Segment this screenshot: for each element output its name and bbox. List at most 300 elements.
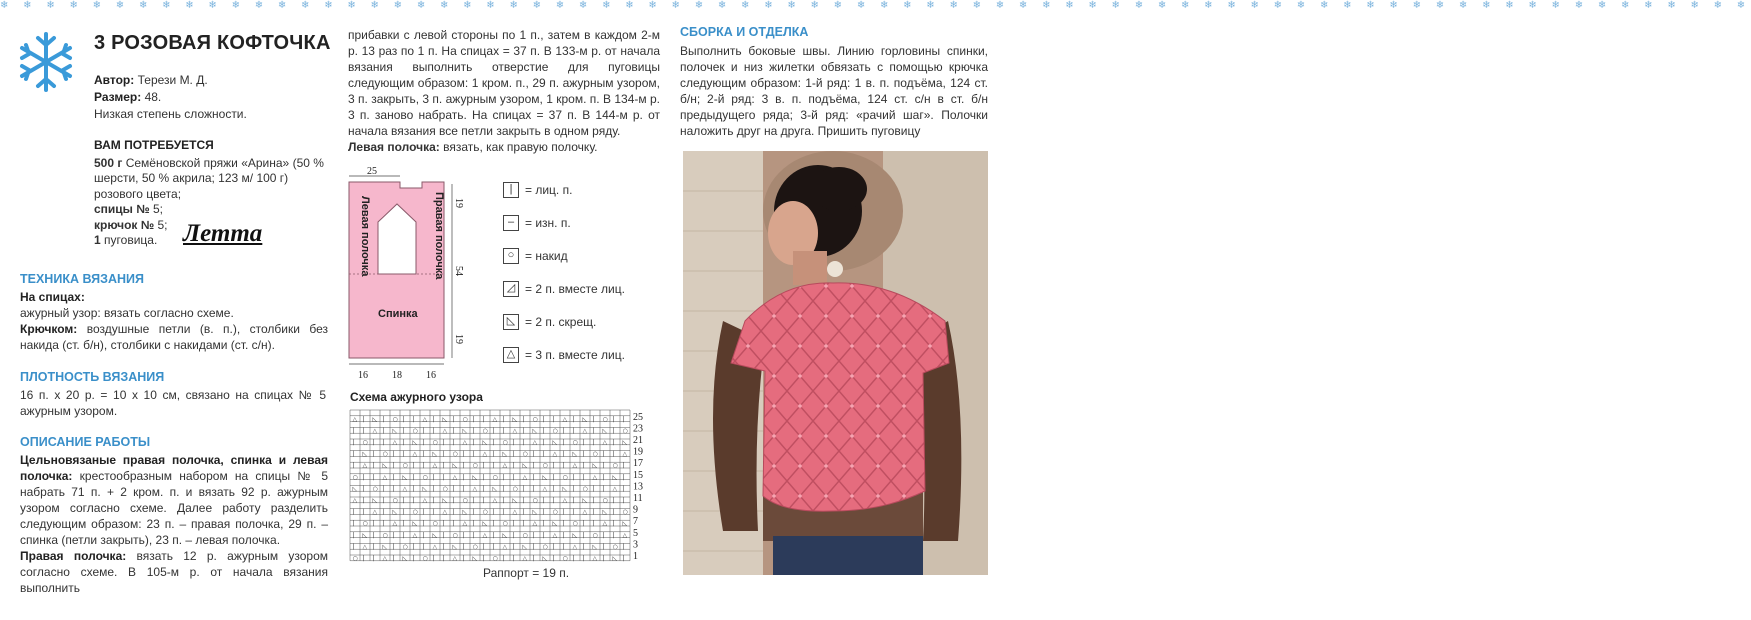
snowflake-border: ❄ ❄ ❄ ❄ ❄ ❄ ❄ ❄ ❄ ❄ ❄ ❄ ❄ ❄ ❄ ❄ ❄ ❄ ❄ ❄ ❄ ❄ ❄ ❄ ❄ ❄ ❄ ❄ ❄ ❄ ❄ ❄ ❄ ❄ ❄ ❄ ❄ ❄ ❄ ❄ ❄ ❄ ❄ ❄ ❄ ❄ ❄ ❄ ❄ ❄ ❄ ❄ ❄ ❄ ❄ ❄ ❄ ❄ ❄ ❄ ❄ ❄ ❄ ❄ ❄ ❄ ❄ ❄ ❄ ❄ ❄ ❄ ❄ ❄ ❄ ❄ — [0, 0, 1751, 11]
svg-text:|: | — [582, 555, 585, 562]
svg-text:○: ○ — [612, 462, 618, 470]
svg-text:|: | — [372, 531, 375, 539]
svg-text:○: ○ — [552, 427, 558, 435]
density-heading: ПЛОТНОСТЬ ВЯЗАНИЯ — [20, 370, 165, 384]
svg-text:|: | — [472, 427, 475, 435]
svg-text:△: △ — [622, 531, 628, 539]
left-front-label: Левая полочка — [359, 196, 371, 277]
svg-text:○: ○ — [392, 497, 398, 504]
svg-text:|: | — [522, 485, 525, 493]
svg-text:○: ○ — [602, 497, 608, 504]
density-text: 16 п. х 20 р. = 10 х 10 см, связано на спицах № 5 ажурным узором. — [20, 388, 326, 418]
legend-label: = 2 п. вместе лиц. — [525, 282, 625, 296]
svg-text:△: △ — [552, 450, 558, 458]
svg-text:○: ○ — [582, 485, 588, 493]
stitch-legend — [503, 182, 625, 380]
svg-text:|: | — [462, 462, 465, 470]
svg-text:◺: ◺ — [362, 450, 368, 458]
svg-text:|: | — [362, 473, 365, 481]
svg-text:○: ○ — [402, 462, 408, 470]
k3tog-icon: △ — [503, 347, 519, 363]
svg-text:|: | — [542, 531, 545, 539]
svg-text:◺: ◺ — [592, 543, 598, 551]
svg-text:◺: ◺ — [462, 508, 468, 516]
svg-text:|: | — [472, 415, 475, 423]
svg-text:|: | — [542, 439, 545, 446]
svg-text:|: | — [412, 473, 415, 481]
svg-text:○: ○ — [372, 485, 378, 493]
svg-text:|: | — [492, 462, 495, 470]
svg-text:|: | — [372, 439, 375, 446]
svg-text:|: | — [572, 485, 575, 493]
row-number: 7 — [633, 516, 638, 528]
legend-label: = накид — [525, 249, 568, 263]
svg-text:△: △ — [372, 427, 378, 435]
svg-text:|: | — [382, 427, 385, 435]
svg-text:|: | — [382, 439, 385, 446]
svg-text:◺: ◺ — [552, 439, 558, 446]
svg-text:|: | — [442, 555, 445, 562]
svg-text:◺: ◺ — [502, 450, 508, 458]
dim-top: 25 — [367, 166, 377, 177]
svg-text:|: | — [432, 415, 435, 423]
svg-text:△: △ — [532, 439, 538, 446]
svg-text:|: | — [372, 555, 375, 562]
svg-text:|: | — [532, 555, 535, 562]
svg-text:|: | — [402, 508, 405, 516]
svg-text:○: ○ — [382, 531, 388, 539]
legend-item — [503, 182, 625, 215]
svg-text:|: | — [532, 450, 535, 458]
svg-text:|: | — [512, 543, 515, 551]
row-number: 21 — [633, 435, 643, 446]
svg-text:△: △ — [422, 415, 428, 423]
svg-text:△: △ — [412, 531, 418, 539]
svg-text:|: | — [392, 555, 395, 562]
svg-text:|: | — [412, 462, 415, 470]
svg-text:|: | — [352, 531, 355, 539]
svg-text:|: | — [402, 450, 405, 458]
svg-text:○: ○ — [612, 543, 618, 551]
model-photo — [683, 151, 988, 575]
assembly-heading: СБОРКА И ОТДЕЛКА — [680, 25, 809, 39]
svg-text:|: | — [482, 497, 485, 504]
svg-text:|: | — [582, 520, 585, 528]
svg-text:|: | — [482, 462, 485, 470]
svg-text:△: △ — [442, 508, 448, 516]
technique-text: На спицах: ажурный узор: вязать согласно схеме. Крючком: воздушные петли (в. п.), столбики без накида (ст. б/н), столбики с накидами (ст. с/н). — [20, 290, 328, 352]
svg-text:◺: ◺ — [382, 462, 388, 470]
row-number: 11 — [633, 493, 643, 504]
svg-text:△: △ — [402, 485, 408, 493]
svg-text:|: | — [562, 439, 565, 446]
svg-text:|: | — [452, 497, 455, 504]
svg-text:△: △ — [602, 439, 608, 446]
svg-text:|: | — [622, 473, 625, 481]
svg-text:◺: ◺ — [372, 497, 378, 504]
rapport-label: Раппорт = 19 п. — [483, 566, 570, 580]
svg-text:|: | — [472, 531, 475, 539]
svg-text:|: | — [492, 520, 495, 528]
svg-text:|: | — [502, 485, 505, 493]
svg-text:|: | — [452, 520, 455, 528]
svg-text:|: | — [602, 462, 605, 470]
svg-text:|: | — [582, 543, 585, 551]
svg-text:△: △ — [592, 555, 598, 562]
svg-text:○: ○ — [362, 520, 368, 528]
svg-text:|: | — [442, 450, 445, 458]
page-title: 3 РОЗОВАЯ КОФТОЧКА — [94, 32, 331, 54]
svg-text:|: | — [502, 427, 505, 435]
dim-bottom-2: 18 — [392, 370, 402, 381]
svg-text:△: △ — [582, 508, 588, 516]
svg-text:△: △ — [492, 497, 498, 504]
svg-text:|: | — [442, 531, 445, 539]
svg-text:|: | — [602, 531, 605, 539]
svg-text:|: | — [442, 462, 445, 470]
svg-text:◺: ◺ — [482, 439, 488, 446]
svg-text:△: △ — [592, 473, 598, 481]
purl-stitch-icon: – — [503, 215, 519, 231]
svg-text:|: | — [532, 485, 535, 493]
svg-text:△: △ — [582, 427, 588, 435]
svg-text:◺: ◺ — [432, 531, 438, 539]
description-heading: ОПИСАНИЕ РАБОТЫ — [20, 435, 151, 449]
svg-text:|: | — [352, 543, 355, 551]
svg-text:○: ○ — [472, 543, 478, 551]
svg-text:|: | — [482, 555, 485, 562]
svg-text:◺: ◺ — [602, 427, 608, 435]
svg-text:|: | — [612, 450, 615, 458]
watermark-letta: Летта — [183, 220, 263, 247]
svg-text:△: △ — [562, 415, 568, 423]
svg-text:|: | — [512, 450, 515, 458]
svg-text:|: | — [592, 427, 595, 435]
svg-text:|: | — [552, 497, 555, 504]
svg-text:|: | — [412, 485, 415, 493]
svg-text:|: | — [522, 439, 525, 446]
svg-text:○: ○ — [382, 450, 388, 458]
svg-text:○: ○ — [452, 450, 458, 458]
row-number: 19 — [633, 446, 643, 458]
svg-text:◺: ◺ — [612, 555, 618, 562]
svg-text:|: | — [412, 415, 415, 423]
svg-text:|: | — [562, 450, 565, 458]
svg-text:|: | — [362, 508, 365, 516]
svg-text:◺: ◺ — [472, 473, 478, 481]
svg-text:◺: ◺ — [542, 555, 548, 562]
yarn-over-icon: ○ — [503, 248, 519, 264]
technique-heading: ТЕХНИКА ВЯЗАНИЯ — [20, 272, 145, 286]
svg-text:◺: ◺ — [442, 415, 448, 423]
row-number: 3 — [633, 539, 638, 551]
back-label: Спинка — [378, 308, 418, 320]
svg-text:|: | — [482, 473, 485, 481]
svg-text:△: △ — [432, 462, 438, 470]
legend-item — [503, 215, 625, 248]
svg-text:△: △ — [522, 555, 528, 562]
svg-text:|: | — [422, 531, 425, 539]
svg-text:○: ○ — [462, 497, 468, 504]
svg-text:○: ○ — [412, 427, 418, 435]
svg-text:|: | — [602, 543, 605, 551]
svg-text:△: △ — [482, 531, 488, 539]
svg-text:|: | — [412, 543, 415, 551]
legend-label: = 3 п. вместе лиц. — [525, 348, 625, 362]
legend-label: = лиц. п. — [525, 183, 573, 197]
svg-text:|: | — [352, 439, 355, 446]
legend-label: = изн. п. — [525, 216, 571, 230]
svg-text:△: △ — [352, 415, 358, 423]
svg-text:△: △ — [502, 543, 508, 551]
svg-text:○: ○ — [432, 439, 438, 446]
svg-text:|: | — [552, 473, 555, 481]
legend-label: = 2 п. скрещ. — [525, 315, 597, 329]
svg-text:△: △ — [552, 531, 558, 539]
chart-title: Схема ажурного узора — [350, 390, 483, 404]
assembly-text: Выполнить боковые швы. Линию горловины спинки, полочек и низ жилетки обвязать с помощью крючка следующим образом: 1-й ряд: 1 в. п. подъёма, 124 ст. б/н; 2-й ряд: 3 в. п. подъёма, 124 ст. с/н в ст. б/н предыдущего ряда; 3-й ряд: «рачий шаг». Полочки наложить друг на друга. Пришить пуговицу — [680, 44, 988, 138]
svg-text:◺: ◺ — [622, 520, 628, 528]
svg-text:|: | — [592, 520, 595, 528]
dim-right-3: 19 — [453, 334, 464, 344]
svg-text:○: ○ — [532, 415, 538, 423]
svg-text:|: | — [582, 450, 585, 458]
svg-text:|: | — [402, 520, 405, 528]
svg-text:|: | — [522, 508, 525, 516]
row-number: 15 — [633, 469, 643, 481]
svg-text:△: △ — [532, 520, 538, 528]
svg-text:|: | — [422, 508, 425, 516]
svg-text:○: ○ — [522, 531, 528, 539]
svg-text:|: | — [612, 531, 615, 539]
svg-text:△: △ — [362, 462, 368, 470]
svg-text:◺: ◺ — [492, 485, 498, 493]
svg-text:◺: ◺ — [432, 450, 438, 458]
svg-text:◺: ◺ — [442, 497, 448, 504]
svg-text:|: | — [402, 439, 405, 446]
svg-text:|: | — [432, 555, 435, 562]
svg-text:|: | — [422, 520, 425, 528]
svg-text:◺: ◺ — [392, 508, 398, 516]
svg-text:○: ○ — [562, 555, 568, 562]
svg-text:|: | — [432, 473, 435, 481]
svg-text:|: | — [622, 497, 625, 504]
svg-text:|: | — [572, 415, 575, 423]
svg-text:○: ○ — [482, 427, 488, 435]
svg-text:△: △ — [482, 450, 488, 458]
svg-text:|: | — [492, 508, 495, 516]
svg-text:|: | — [612, 520, 615, 528]
svg-text:◺: ◺ — [412, 520, 418, 528]
svg-text:○: ○ — [402, 543, 408, 551]
svg-text:◺: ◺ — [472, 555, 478, 562]
svg-text:|: | — [392, 473, 395, 481]
svg-text:○: ○ — [572, 439, 578, 446]
svg-text:|: | — [492, 531, 495, 539]
row-number: 13 — [633, 481, 643, 493]
row-number: 1 — [633, 551, 638, 562]
legend-item — [503, 314, 625, 347]
svg-text:|: | — [462, 485, 465, 493]
svg-text:|: | — [612, 439, 615, 446]
svg-text:|: | — [542, 508, 545, 516]
row-number: 23 — [633, 423, 643, 435]
svg-text:|: | — [362, 427, 365, 435]
svg-text:|: | — [562, 462, 565, 470]
svg-text:|: | — [362, 497, 365, 504]
svg-text:△: △ — [422, 497, 428, 504]
svg-text:○: ○ — [622, 508, 628, 516]
svg-text:|: | — [422, 543, 425, 551]
svg-text:|: | — [352, 427, 355, 435]
svg-text:|: | — [622, 555, 625, 562]
svg-text:△: △ — [412, 450, 418, 458]
svg-text:|: | — [542, 450, 545, 458]
svg-text:|: | — [352, 520, 355, 528]
svg-text:|: | — [472, 439, 475, 446]
svg-text:|: | — [612, 415, 615, 423]
svg-text:◺: ◺ — [402, 555, 408, 562]
svg-text:○: ○ — [502, 520, 508, 528]
svg-text:|: | — [592, 415, 595, 423]
svg-text:|: | — [352, 462, 355, 470]
svg-text:|: | — [582, 439, 585, 446]
row-number: 25 — [633, 411, 643, 423]
svg-text:|: | — [602, 485, 605, 493]
svg-text:|: | — [372, 473, 375, 481]
svg-text:◺: ◺ — [542, 473, 548, 481]
svg-text:◺: ◺ — [552, 520, 558, 528]
svg-text:|: | — [622, 415, 625, 423]
svg-text:○: ○ — [432, 520, 438, 528]
svg-text:△: △ — [622, 450, 628, 458]
dim-right-2: 54 — [453, 266, 464, 276]
svg-text:|: | — [562, 531, 565, 539]
svg-text:◺: ◺ — [532, 508, 538, 516]
svg-text:|: | — [522, 427, 525, 435]
svg-text:○: ○ — [462, 415, 468, 423]
svg-text:|: | — [382, 520, 385, 528]
svg-text:|: | — [522, 415, 525, 423]
svg-text:◺: ◺ — [522, 462, 528, 470]
svg-text:|: | — [402, 415, 405, 423]
legend-item — [503, 248, 625, 281]
svg-text:|: | — [372, 462, 375, 470]
svg-text:|: | — [592, 439, 595, 446]
svg-text:|: | — [552, 462, 555, 470]
svg-text:△: △ — [452, 473, 458, 481]
svg-text:|: | — [412, 555, 415, 562]
svg-text:|: | — [432, 427, 435, 435]
svg-text:|: | — [462, 473, 465, 481]
svg-text:|: | — [472, 450, 475, 458]
svg-text:|: | — [572, 427, 575, 435]
svg-text:△: △ — [572, 543, 578, 551]
svg-text:|: | — [492, 427, 495, 435]
svg-text:|: | — [502, 497, 505, 504]
svg-text:|: | — [512, 462, 515, 470]
svg-text:|: | — [352, 450, 355, 458]
svg-text:|: | — [522, 520, 525, 528]
svg-text:○: ○ — [562, 473, 568, 481]
svg-text:○: ○ — [352, 473, 358, 481]
svg-text:○: ○ — [422, 473, 428, 481]
svg-text:|: | — [512, 531, 515, 539]
svg-text:|: | — [442, 473, 445, 481]
svg-text:|: | — [442, 439, 445, 446]
svg-text:○: ○ — [492, 473, 498, 481]
svg-text:○: ○ — [502, 439, 508, 446]
svg-text:|: | — [432, 497, 435, 504]
svg-text:○: ○ — [552, 508, 558, 516]
svg-text:|: | — [462, 555, 465, 562]
svg-text:○: ○ — [592, 531, 598, 539]
svg-text:◺: ◺ — [372, 415, 378, 423]
row-number: 5 — [633, 527, 638, 539]
svg-text:|: | — [422, 450, 425, 458]
svg-text:○: ○ — [392, 415, 398, 423]
svg-text:◺: ◺ — [602, 508, 608, 516]
svg-text:|: | — [462, 531, 465, 539]
svg-text:|: | — [562, 427, 565, 435]
svg-text:○: ○ — [572, 520, 578, 528]
svg-text:|: | — [532, 543, 535, 551]
svg-text:|: | — [562, 543, 565, 551]
svg-text:○: ○ — [592, 450, 598, 458]
svg-text:△: △ — [572, 462, 578, 470]
svg-text:|: | — [452, 508, 455, 516]
svg-text:|: | — [512, 555, 515, 562]
legend-item — [503, 281, 625, 314]
svg-text:|: | — [512, 520, 515, 528]
svg-text:○: ○ — [492, 555, 498, 562]
meta-block: Автор: Терези М. Д. Размер: 48. Низкая степень сложности. — [94, 73, 247, 121]
svg-text:◺: ◺ — [462, 427, 468, 435]
lace-chart — [350, 406, 655, 566]
svg-text:|: | — [482, 543, 485, 551]
row-number: 9 — [633, 504, 638, 516]
svg-text:○: ○ — [362, 439, 368, 446]
svg-text:◺: ◺ — [522, 543, 528, 551]
svg-text:◺: ◺ — [582, 497, 588, 504]
svg-text:△: △ — [362, 543, 368, 551]
description-text: Цельновязаные правая полочка, спинка и левая полочка: крестообразным набором на спицы № 5 набрать 71 п. + 2 кром. п. и вязать 92 р. ажурным узором согласно схеме. Далее работу разделить следующим образом: 23 п. – правая полочка, 29 п. – спинка (петли закрыть), 23 п. – левая полочка. Правая полочка: вязать 12 р. ажурным узором согласно схеме. В 105-м р. от начала вязания выполнить — [20, 453, 328, 595]
legend-item — [503, 347, 625, 380]
svg-text:△: △ — [612, 485, 618, 493]
svg-text:◺: ◺ — [512, 497, 518, 504]
svg-text:|: | — [592, 497, 595, 504]
svg-text:◺: ◺ — [562, 485, 568, 493]
instructions-continued: прибавки с левой стороны по 1 п., затем в каждом 2-м р. 13 раз по 1 п. На спицах = 37 п. В 133-м р. от начала вязания выполнить отверстие для пуговицы следующим образом: 1 кром. п., 29 п. ажурным узором, 3 п. закрыть, 3 п. ажурным узором, 1 кром. п. В 134-м р. 3 п. заново набрать. На спицах = 37 п. В 144-м р. от начала вязания все петли закрыть в одном ряду. Левая полочка: вязать, как правую полочку. — [348, 28, 660, 154]
svg-text:|: | — [472, 520, 475, 528]
svg-text:◺: ◺ — [572, 531, 578, 539]
svg-text:△: △ — [382, 473, 388, 481]
svg-text:|: | — [422, 439, 425, 446]
row-number: 17 — [633, 458, 643, 470]
svg-text:△: △ — [522, 473, 528, 481]
svg-text:△: △ — [602, 520, 608, 528]
svg-text:|: | — [532, 462, 535, 470]
svg-text:|: | — [432, 485, 435, 493]
svg-text:◺: ◺ — [422, 485, 428, 493]
svg-text:|: | — [512, 439, 515, 446]
svg-text:|: | — [392, 462, 395, 470]
svg-text:○: ○ — [522, 450, 528, 458]
svg-text:|: | — [502, 415, 505, 423]
svg-text:|: | — [422, 462, 425, 470]
svg-text:|: | — [402, 427, 405, 435]
svg-text:|: | — [372, 450, 375, 458]
